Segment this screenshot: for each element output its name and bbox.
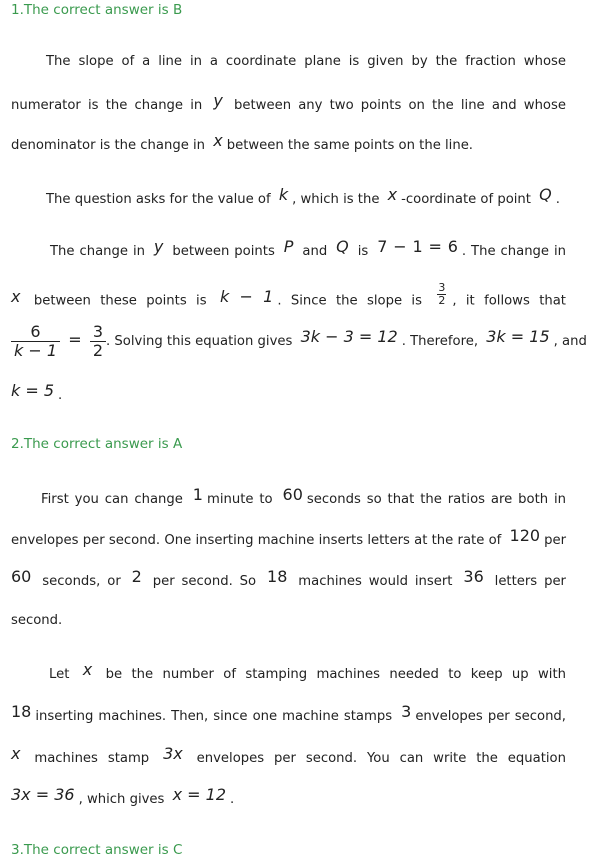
math-variable: x: [82, 660, 93, 679]
text-line: [11, 611, 566, 631]
math-variable: y: [153, 237, 164, 256]
fraction: [437, 282, 446, 307]
line-text: between these points is: [33, 293, 207, 309]
line-text: per second. So: [152, 574, 257, 589]
line-text: machines stamp: [34, 751, 150, 766]
math-operator: =: [68, 330, 82, 349]
text-line: [11, 744, 566, 769]
text-line: [11, 785, 566, 810]
line-text: . Since the slope is: [277, 293, 422, 309]
fraction-denominator: 2: [438, 294, 446, 307]
text-line: [11, 91, 566, 116]
math-variable: x: [213, 131, 223, 150]
fraction: [90, 323, 106, 360]
math-variable: Q: [539, 185, 552, 204]
text-line: [11, 381, 566, 406]
math-variable: x: [11, 286, 21, 306]
fraction-numerator: 3: [90, 323, 106, 342]
fraction: [11, 323, 60, 360]
line-text: machines would insert: [298, 574, 453, 589]
line-text: per: [544, 533, 566, 548]
math-variable: Q: [336, 237, 349, 256]
line-text: . The change in: [461, 244, 567, 259]
line-text: , which is the: [292, 192, 380, 207]
fraction-denominator: 2: [92, 340, 104, 360]
line-text: between points: [172, 244, 275, 259]
fraction-numerator: 6: [11, 323, 60, 342]
math-number: 18: [11, 702, 32, 721]
math-number: 1: [192, 485, 203, 504]
text-line: [49, 660, 566, 685]
line-text: , it follows that: [452, 293, 566, 309]
math-number: 120: [509, 526, 541, 545]
text-line: [11, 702, 566, 727]
line-text: The slope of a line in a coordinate plane is given by the fraction whose: [46, 54, 566, 69]
math-expression: k = 5: [11, 381, 55, 400]
line-text: The question asks for the value of: [46, 192, 271, 207]
line-text: , which gives: [78, 792, 165, 807]
line-text: and: [302, 244, 328, 259]
fraction-numerator: 3: [438, 281, 446, 294]
line-text: .: [230, 792, 235, 807]
line-text: between any two points on the line and whose: [234, 98, 566, 113]
math-number: 60: [282, 485, 303, 504]
math-expression: 3x = 36: [11, 785, 75, 804]
math-number: 36: [463, 567, 484, 586]
answer-heading-3: 3.The correct answer is C: [11, 842, 183, 858]
math-expression: k − 1: [219, 286, 274, 306]
text-line: [11, 526, 566, 551]
line-text: numerator is the change in: [11, 98, 203, 113]
math-variable: P: [283, 237, 294, 256]
line-text: envelopes per second. You can write the equation: [196, 751, 566, 766]
math-expression: 7 − 1 = 6: [377, 237, 458, 256]
math-variable: x: [11, 744, 21, 763]
text-line: [11, 131, 566, 156]
line-text: .: [58, 388, 63, 403]
line-text: The change in: [50, 244, 145, 259]
line-text: second.: [11, 613, 63, 628]
math-expression: 3k − 3 = 12: [300, 327, 398, 346]
math-expression: 3k = 15: [486, 327, 550, 346]
line-text: between the same points on the line.: [226, 138, 473, 153]
math-variable: k: [278, 185, 289, 204]
line-text: inserting machines. Then, since one machine stamps: [35, 709, 393, 724]
line-text: denominator is the change in: [11, 138, 206, 153]
line-text: seconds so that the ratios are both in: [306, 492, 567, 507]
math-expression: x = 12: [172, 785, 227, 804]
math-number: 2: [131, 567, 142, 586]
line-text: , and: [553, 334, 587, 349]
text-line: [46, 185, 601, 210]
text-line: [41, 485, 567, 510]
text-line: [50, 237, 567, 262]
line-text: -coordinate of point: [401, 192, 531, 207]
line-text: letters per: [494, 574, 566, 589]
line-text: minute to: [206, 492, 273, 507]
text-line: [11, 281, 566, 313]
line-text: envelopes per second,: [415, 709, 566, 724]
text-line: [46, 52, 566, 72]
line-text: be the number of stamping machines needed to keep up with: [105, 667, 566, 682]
math-number: 3: [401, 702, 412, 721]
math-variable: y: [213, 91, 223, 110]
text-line: [11, 567, 566, 592]
line-text: . Therefore,: [401, 334, 479, 349]
line-text: seconds, or: [42, 574, 121, 589]
fraction-denominator: k − 1: [14, 340, 58, 360]
math-number: 60: [11, 567, 32, 586]
line-text: .: [555, 192, 560, 207]
math-expression: 3x: [163, 744, 183, 763]
line-text: envelopes per second. One inserting machine inserts letters at the rate of: [11, 533, 502, 548]
answer-heading-2: 2.The correct answer is A: [11, 436, 183, 452]
math-variable: x: [387, 185, 398, 204]
text-line: [11, 320, 587, 362]
answer-heading-1: 1.The correct answer is B: [11, 2, 183, 18]
line-text: is: [357, 244, 369, 259]
line-text: . Solving this equation gives: [106, 334, 293, 349]
line-text: First you can change: [41, 492, 183, 507]
math-number: 18: [267, 567, 288, 586]
line-text: Let: [49, 667, 70, 682]
